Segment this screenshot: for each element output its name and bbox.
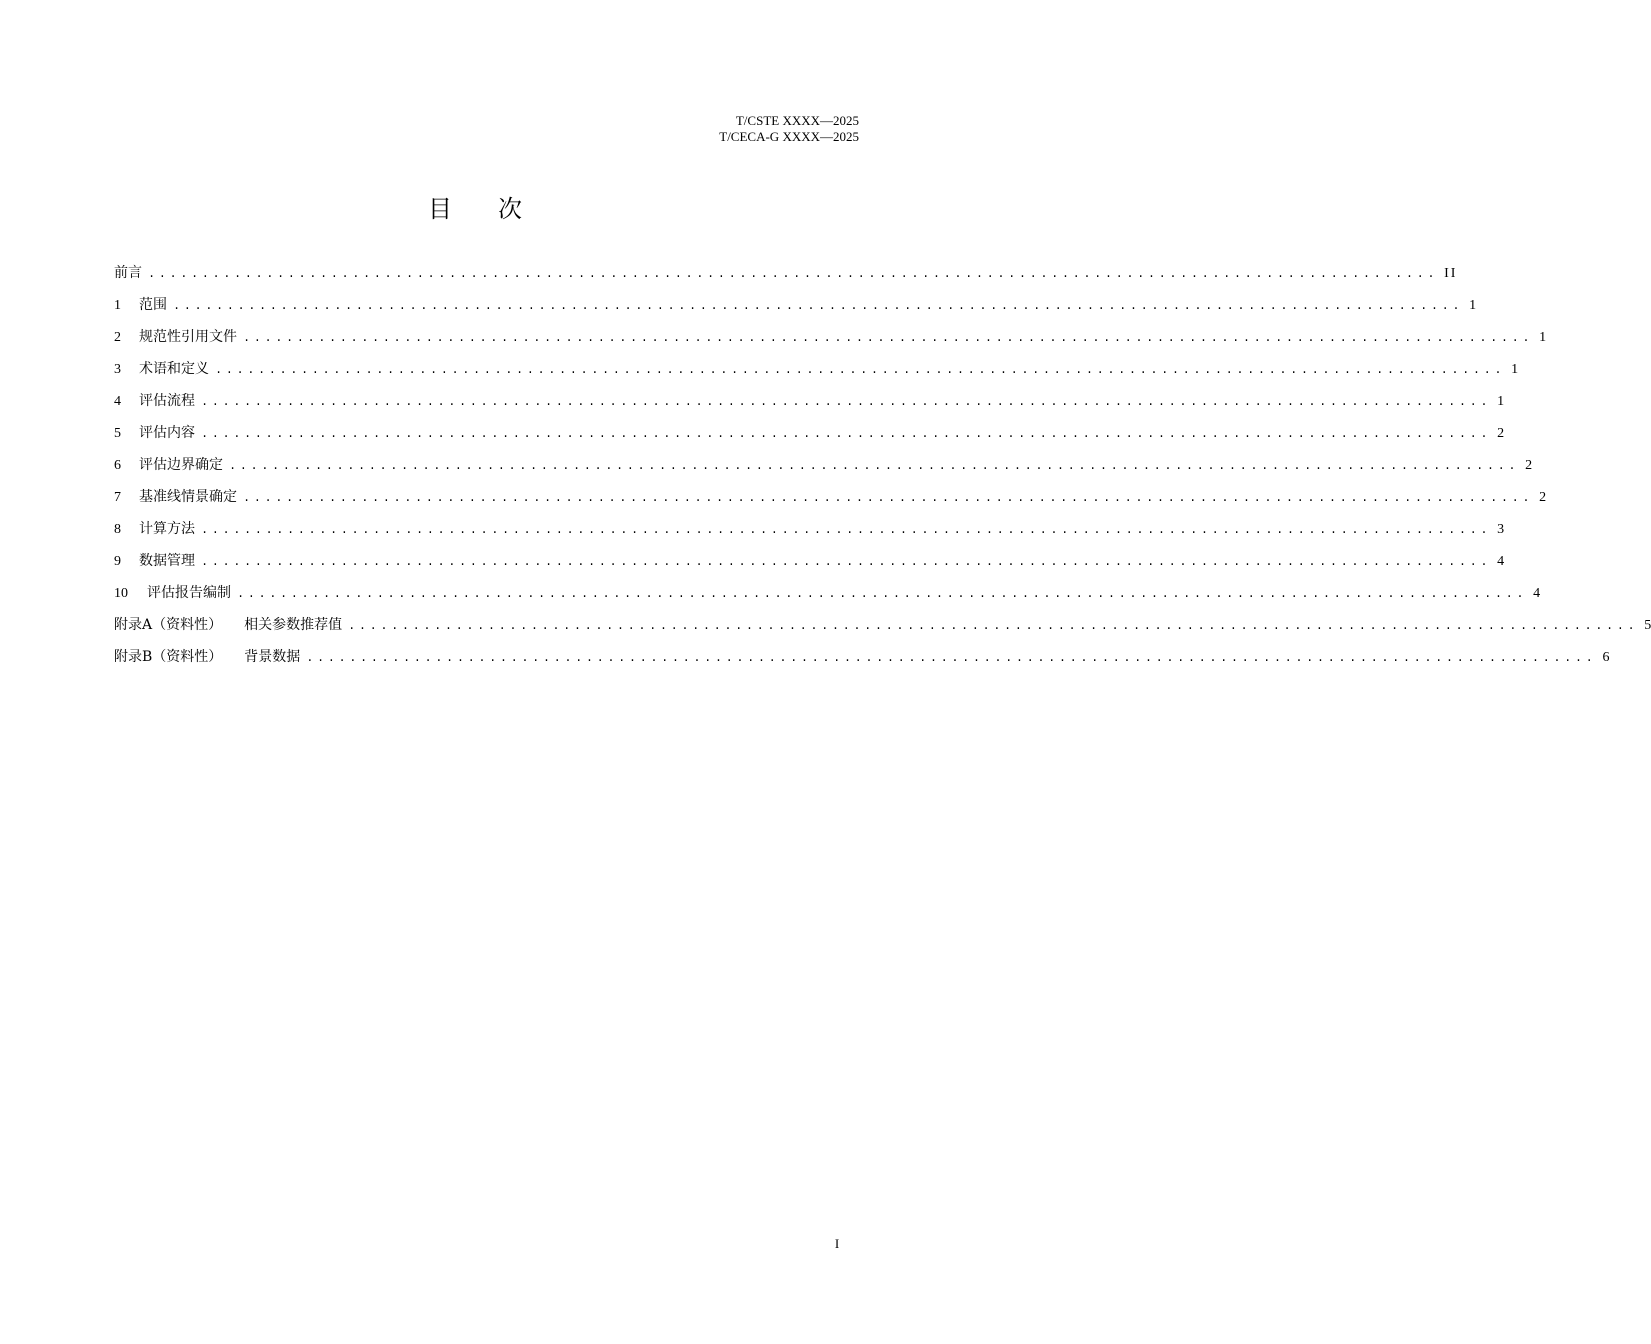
- toc-leader-dots: ........................................................................................................................: [215, 363, 1506, 377]
- toc-page-number: 4: [1533, 586, 1541, 601]
- standard-code-ceca: T/CECA-G XXXX—2025: [719, 129, 859, 144]
- page-title: [0, 192, 950, 226]
- toc-leader-dots: ........................................................................................................................: [201, 523, 1492, 537]
- toc-entry-label: 背景数据: [244, 649, 301, 665]
- toc-leader-dots: ........................................................................................................................: [201, 427, 1492, 441]
- toc-page-number: 6: [1602, 650, 1610, 665]
- toc-entry-label: 数据管理: [139, 553, 195, 569]
- toc-entry-terms-definitions[interactable]: [114, 356, 1519, 388]
- toc-page-number: 5: [1644, 618, 1651, 633]
- toc-entry-appendix-a[interactable]: [114, 612, 1651, 644]
- toc-entry-label: 基准线情景确定: [139, 489, 237, 505]
- toc-leader-dots: ........................................................................................................................: [201, 395, 1492, 409]
- toc-page-number: 1: [1469, 298, 1477, 313]
- toc-entry-number: 2: [114, 330, 121, 345]
- toc-page-number: 2: [1497, 426, 1505, 441]
- toc-page-number: 3: [1497, 522, 1505, 537]
- standard-code-cste: T/CSTE XXXX—2025: [735, 113, 859, 128]
- toc-entry-label: 评估流程: [139, 393, 195, 409]
- page-title-char-1: 目: [428, 195, 452, 223]
- toc-leader-dots: ........................................................................................................................: [243, 491, 1534, 505]
- toc-entry-label: 相关参数推荐值: [244, 617, 343, 633]
- toc-entry-label: 术语和定义: [139, 361, 209, 377]
- toc-entry-foreword[interactable]: [114, 260, 1458, 292]
- toc-entry-label: 范围: [139, 297, 167, 313]
- toc-page-number: II: [1444, 266, 1458, 281]
- toc-entry-report[interactable]: [114, 580, 1541, 612]
- toc-leader-dots: ........................................................................................................................: [243, 331, 1534, 345]
- page-number: I: [834, 1236, 840, 1251]
- toc-entry-number: 10: [114, 586, 128, 601]
- table-of-contents: [114, 260, 1651, 676]
- toc-leader-dots: ........................................................................................................................: [148, 267, 1439, 281]
- toc-entry-number: 1: [114, 298, 121, 313]
- toc-entry-number: 3: [114, 362, 121, 377]
- toc-entry-label: 评估内容: [139, 425, 195, 441]
- toc-entry-number: 4: [114, 394, 121, 409]
- page-title-char-2: 次: [498, 195, 522, 223]
- toc-leader-dots: ........................................................................................................................: [229, 459, 1520, 473]
- toc-entry-assessment-content[interactable]: [114, 420, 1505, 452]
- toc-entry-number: 7: [114, 490, 121, 505]
- toc-entry-number: 8: [114, 522, 121, 537]
- toc-entry-boundary[interactable]: [114, 452, 1533, 484]
- toc-entry-label: 规范性引用文件: [139, 329, 237, 345]
- toc-appendix-number: 附录A（资料性）: [114, 617, 223, 633]
- toc-entry-number: 6: [114, 458, 121, 473]
- toc-page-number: 4: [1497, 554, 1505, 569]
- toc-leader-dots: ........................................................................................................................: [237, 587, 1528, 601]
- toc-page-number: 2: [1539, 490, 1547, 505]
- toc-entry-label: 计算方法: [139, 521, 195, 537]
- toc-entry-number: 9: [114, 554, 121, 569]
- toc-appendix-number: 附录B（资料性）: [114, 649, 223, 665]
- standard-codes: [719, 113, 859, 145]
- toc-leader-dots: ........................................................................................................................: [201, 555, 1492, 569]
- toc-page-number: 1: [1539, 330, 1547, 345]
- toc-entry-data-management[interactable]: [114, 548, 1505, 580]
- toc-entry-label: 评估报告编制: [147, 585, 231, 601]
- toc-entry-assessment-process[interactable]: [114, 388, 1505, 420]
- toc-page-number: 2: [1525, 458, 1533, 473]
- toc-leader-dots: ........................................................................................................................: [173, 299, 1464, 313]
- toc-leader-dots: ........................................................................................................................: [306, 651, 1597, 665]
- toc-entry-appendix-b[interactable]: [114, 644, 1610, 676]
- toc-entry-baseline[interactable]: [114, 484, 1547, 516]
- toc-entry-calculation[interactable]: [114, 516, 1505, 548]
- toc-entry-label: 评估边界确定: [139, 457, 223, 473]
- toc-entry-label: 前言: [114, 265, 142, 281]
- toc-entry-number: 5: [114, 426, 121, 441]
- toc-entry-scope[interactable]: [114, 292, 1477, 324]
- toc-page-number: 1: [1511, 362, 1519, 377]
- toc-entry-normative-references[interactable]: [114, 324, 1547, 356]
- toc-page-number: 1: [1497, 394, 1505, 409]
- toc-leader-dots: ........................................................................................................................: [348, 619, 1639, 633]
